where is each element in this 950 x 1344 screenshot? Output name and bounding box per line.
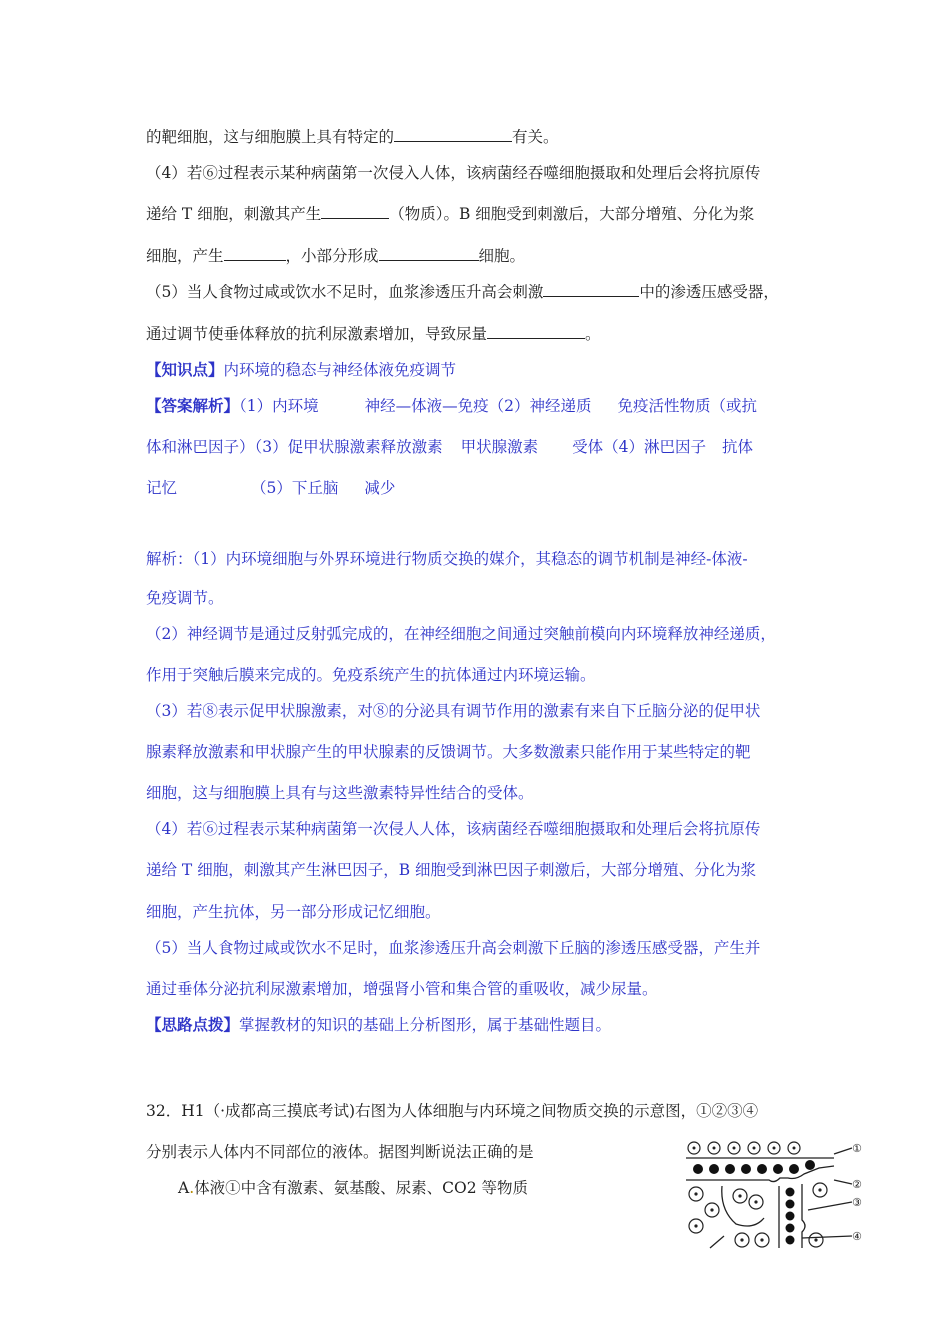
answer-item: （5）下丘脑	[251, 479, 339, 497]
hint-tag: 【思路点拨】	[146, 1015, 240, 1034]
analysis-p3-l3: 细胞，这与细胞膜上具有与这些激素特异性结合的受体。	[146, 784, 534, 802]
option-a-text: 体液①中含有激素、氨基酸、尿素、CO2 等物质	[194, 1179, 528, 1197]
q32-line-2: 分别表示人体内不同部位的液体。据图判断说法正确的是	[146, 1143, 534, 1161]
q4-text: ，小部分形成	[285, 247, 379, 265]
answer-line-3	[146, 477, 395, 499]
analysis-p3-l1: （3）若⑧表示促甲状腺激素，对⑧的分泌具有调节作用的激素有来自下丘脑分泌的促甲状	[146, 702, 761, 720]
analysis-p5-l1: （5）当人食物过咸或饮水不足时，血浆渗透压升高会刺激下丘脑的渗透压感受器，产生并	[146, 939, 761, 957]
answer-item: 记忆	[146, 479, 178, 497]
analysis-p5-l2: 通过垂体分泌抗利尿激素增加，增强肾小管和集合管的重吸收，减少尿量。	[146, 980, 658, 998]
q4-line-1: （4）若⑥过程表示某种病菌第一次侵入人体，该病菌经吞噬细胞摄取和处理后会将抗原传	[146, 164, 761, 182]
diagram-label-1: ①	[852, 1142, 862, 1155]
analysis-p1-l2: 免疫调节。	[146, 589, 224, 607]
q3-tail-line	[146, 126, 559, 148]
body-fluid-exchange-diagram	[684, 1140, 864, 1250]
answer-item: 减少	[364, 479, 396, 497]
q4-line-2	[146, 203, 754, 225]
option-letter: A	[178, 1179, 190, 1197]
diagram-label-3: ③	[852, 1196, 862, 1209]
analysis-p2-l1: （2）神经调节是通过反射弧完成的，在神经细胞之间通过突触前模向内环境释放神经递质，	[146, 625, 776, 643]
hint-text: 掌握教材的知识的基础上分析图形，属于基础性题目。	[239, 1016, 612, 1034]
q5-text: 中的渗透压感受器，	[639, 283, 779, 301]
q5-line-1	[146, 281, 779, 303]
analysis-p4-l3: 细胞，产生抗体，另一部分形成记忆细胞。	[146, 903, 441, 921]
answer-item: 体和淋巴因子）（3）促甲状腺激素释放激素	[146, 438, 443, 456]
q4-text: 递给 T 细胞，刺激其产生	[146, 205, 322, 223]
q32-option-a	[178, 1177, 528, 1199]
answer-item: （1）内环境	[239, 397, 319, 415]
q3-tail-text: 的靶细胞，这与细胞膜上具有特定的	[146, 128, 395, 146]
answer-item: 受体（4）淋巴因子	[572, 438, 707, 456]
answer-blank	[394, 127, 512, 142]
answer-blank	[379, 246, 479, 261]
answer-item: 抗体	[722, 438, 754, 456]
q5-text: 通过调节使垂体释放的抗利尿激素增加，导致尿量	[146, 325, 488, 343]
answer-item: 免疫活性物质（或抗	[617, 397, 758, 415]
knowledge-tag: 【知识点】	[146, 360, 224, 379]
analysis-p2-l2: 作用于突触后膜来完成的。免疫系统产生的抗体通过内环境运输。	[146, 666, 596, 684]
option-dot: .	[189, 1179, 195, 1197]
q4-text: 细胞。	[478, 247, 526, 265]
answer-tag: 【答案解析】	[146, 396, 240, 415]
q4-text: 细胞，产生	[146, 247, 224, 265]
analysis-p1-l1: 解析：（1）内环境细胞与外界环境进行物质交换的媒介，其稳态的调节机制是神经-体液-	[146, 550, 748, 568]
analysis-p4-l2: 递给 T 细胞，刺激其产生淋巴因子，B 细胞受到淋巴因子刺激后，大部分增殖、分化为浆	[146, 861, 757, 879]
knowledge-point	[146, 359, 456, 381]
q4-line-3	[146, 245, 525, 267]
tissue-outline	[722, 1186, 764, 1226]
q5-line-2	[146, 323, 601, 345]
answer-blank	[487, 324, 585, 339]
q5-text: （5）当人食物过咸或饮水不足时，血浆渗透压升高会刺激	[146, 283, 544, 301]
analysis-p3-l2: 腺素释放激素和甲状腺产生的甲状腺素的反馈调节。大多数激素只能作用于某些特定的靶	[146, 743, 751, 761]
tissue-line	[710, 1236, 724, 1248]
analysis-p4-l1: （4）若⑥过程表示某种病菌第一次侵人人体，该病菌经吞噬细胞摄取和处理后会将抗原传	[146, 820, 761, 838]
q4-text: （物质）。B 细胞受到刺激后，大部分增殖、分化为浆	[389, 205, 755, 223]
q5-text: 。	[585, 325, 601, 343]
hint	[146, 1014, 611, 1036]
knowledge-text: 内环境的稳态与神经体液免疫调节	[223, 361, 457, 379]
answer-line-1	[146, 395, 757, 417]
q3-tail-end: 有关。	[512, 128, 559, 146]
answer-item: 神经—体液—免疫（2）神经递质	[364, 397, 592, 415]
diagram-label-2: ②	[852, 1178, 862, 1191]
answer-item: 甲状腺激素	[460, 438, 539, 456]
answer-blank	[224, 246, 286, 261]
answer-blank	[321, 204, 389, 219]
blood-cells	[693, 1160, 815, 1245]
answer-line-2	[146, 436, 753, 458]
answer-blank	[543, 282, 639, 297]
q32-line-1: 32．H1（·成都高三摸底考试)右图为人体细胞与内环境之间物质交换的示意图，①②③④	[146, 1102, 759, 1120]
diagram-label-4: ④	[852, 1230, 862, 1243]
